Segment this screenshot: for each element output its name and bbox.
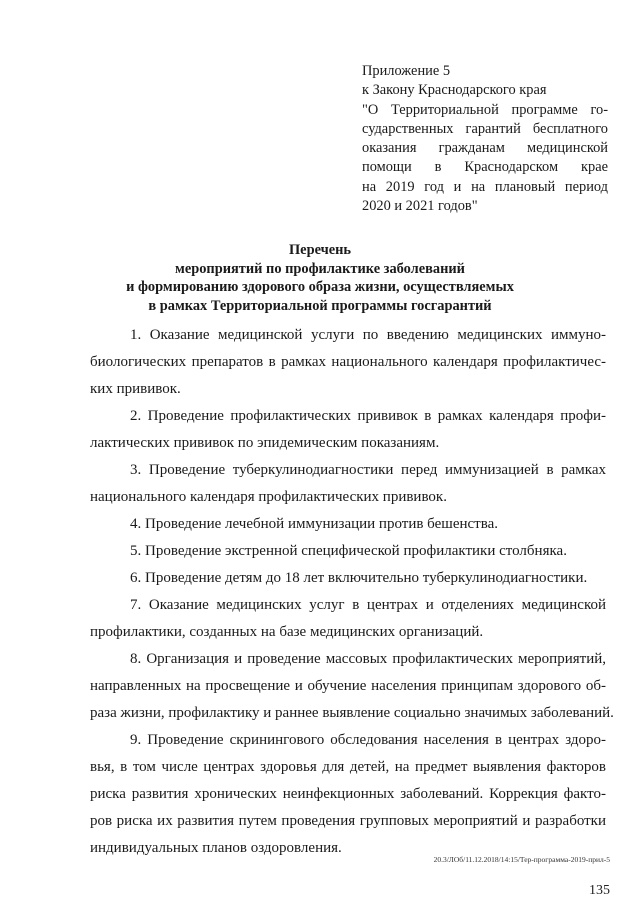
list-item-line: биологических препаратов в рамках национального календаря профилактичес- (90, 354, 606, 370)
list-item-line: вья, в том числе центрах здоровья для детей, на предмет выявления факторов (90, 759, 606, 775)
appendix-line: к Закону Краснодарского края (362, 82, 547, 99)
appendix-line: Приложение 5 (362, 63, 451, 79)
list-item-line: 4. Проведение лечебной иммунизации против бешенства. (130, 516, 499, 532)
appendix-line: оказания гражданам медицинской (362, 140, 608, 157)
list-item-9 (90, 727, 606, 862)
appendix-line: 2020 и 2021 годов" (362, 198, 478, 215)
list-item-line: 9. Проведение скринингового обследования населения в центрах здоро- (130, 732, 606, 748)
list-item-line: национального календаря профилактических прививок. (90, 489, 447, 505)
document-body (90, 322, 614, 862)
list-item-line: раза жизни, профилактику и раннее выявление социально значимых заболеваний. (90, 705, 614, 721)
appendix-reference (362, 62, 608, 216)
list-item-line: ров риска их развития путем проведения групповых мероприятий и разработки (90, 813, 606, 829)
list-item-line: 8. Организация и проведение массовых профилактических мероприятий, (130, 651, 606, 667)
title-line: и формированию здорового образа жизни, осуществляемых (126, 279, 514, 295)
list-item-1 (90, 322, 606, 403)
appendix-line: помощи в Краснодарском крае (362, 159, 608, 176)
list-item-2 (90, 403, 606, 457)
document-footer-code: 20.3/ЛОб/11.12.2018/14:15/Тер-программа-2019-прил-5 (433, 855, 610, 864)
appendix-line: сударственных гарантий бесплатного (362, 120, 608, 137)
list-item-line: лактических прививок по эпидемическим показаниям. (90, 435, 440, 451)
title-line: мероприятий по профилактике заболеваний (175, 260, 465, 277)
list-item-line: 7. Оказание медицинских услуг в центрах и отделениях медицинской (130, 597, 606, 613)
list-item-line: 1. Оказание медицинской услуги по введению медицинских иммуно- (130, 327, 606, 343)
list-item-line: 2. Проведение профилактических прививок в рамках календаря профи- (130, 408, 606, 424)
appendix-line: "О Территориальной программе го- (362, 101, 608, 118)
list-item-line: индивидуальных планов оздоровления. (90, 840, 342, 856)
title-line: в рамках Территориальной программы госгарантий (148, 297, 492, 314)
list-item-7 (90, 592, 606, 646)
list-item-line: 3. Проведение туберкулинодиагностики перед иммунизацией в рамках (130, 462, 606, 478)
list-item-line: ких прививок. (90, 381, 181, 397)
appendix-line: на 2019 год и на плановый период (362, 178, 608, 195)
list-item-line: направленных на просвещение и обучение населения принципам здорового об- (90, 678, 606, 694)
list-item-line: риска развития хронических неинфекционных заболеваний. Коррекция факто- (90, 786, 606, 802)
title-line: Перечень (288, 242, 352, 258)
page-number: 135 (589, 883, 610, 898)
list-item-line: профилактики, созданных на базе медицинских организаций. (90, 624, 484, 640)
list-item-6 (90, 565, 606, 592)
list-item-4 (90, 511, 606, 538)
list-item-8 (90, 646, 614, 727)
list-item-line: 5. Проведение экстренной специфической профилактики столбняка. (130, 543, 567, 559)
list-item-5 (90, 538, 606, 565)
list-item-line: 6. Проведение детям до 18 лет включительно туберкулинодиагностики. (130, 570, 588, 586)
list-item-3 (90, 457, 606, 511)
document-title (90, 241, 550, 315)
